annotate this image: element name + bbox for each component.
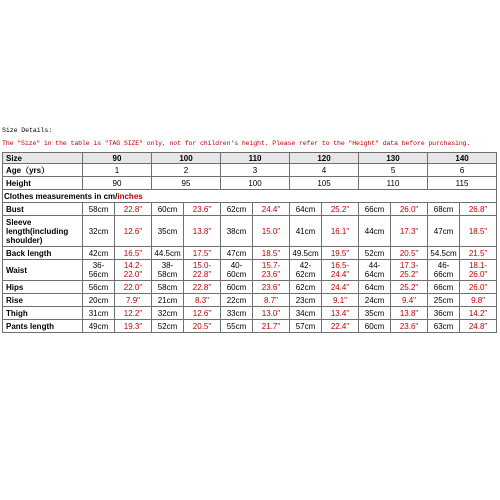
measurement-label: Bust xyxy=(3,203,83,216)
inch-value: 15.7-23.6" xyxy=(253,260,290,281)
age-cell: 5 xyxy=(359,164,428,177)
size-header-cell: 140 xyxy=(428,153,497,164)
cm-value: 22cm xyxy=(221,294,253,307)
inch-value: 22.8" xyxy=(115,203,152,216)
cm-value: 58cm xyxy=(83,203,115,216)
measurement-row xyxy=(3,307,497,320)
cm-value: 34cm xyxy=(290,307,322,320)
inch-value: 9.8" xyxy=(460,294,497,307)
cm-value: 25cm xyxy=(428,294,460,307)
inch-value: 20.5" xyxy=(391,247,428,260)
cm-value: 68cm xyxy=(428,203,460,216)
cm-value: 60cm xyxy=(221,281,253,294)
cm-value: 36cm xyxy=(428,307,460,320)
cm-value: 40-60cm xyxy=(221,260,253,281)
size-table xyxy=(2,152,497,333)
age-row xyxy=(3,164,497,177)
cm-value: 57cm xyxy=(290,320,322,333)
cm-value: 38cm xyxy=(221,216,253,247)
cm-value: 62cm xyxy=(290,281,322,294)
size-details-title: Size Details: xyxy=(2,127,53,134)
height-row xyxy=(3,177,497,190)
age-cell: 4 xyxy=(290,164,359,177)
inch-value: 15.0-22.8" xyxy=(184,260,221,281)
cm-value: 62cm xyxy=(221,203,253,216)
measurement-label: Back length xyxy=(3,247,83,260)
inch-value: 25.2" xyxy=(391,281,428,294)
cm-value: 49cm xyxy=(83,320,115,333)
inch-value: 16.5" xyxy=(115,247,152,260)
inch-value: 26.0" xyxy=(391,203,428,216)
inch-value: 21.5" xyxy=(460,247,497,260)
cm-value: 47cm xyxy=(428,216,460,247)
inch-value: 17.3" xyxy=(391,216,428,247)
size-header-cell: 120 xyxy=(290,153,359,164)
measurement-label: Sleeve length(including shoulder) xyxy=(3,216,83,247)
inch-value: 8.7" xyxy=(253,294,290,307)
height-cell: 90 xyxy=(83,177,152,190)
measurement-row xyxy=(3,260,497,281)
size-header-cell: 90 xyxy=(83,153,152,164)
section-heading xyxy=(3,190,497,203)
cm-value: 52cm xyxy=(359,247,391,260)
cm-value: 32cm xyxy=(83,216,115,247)
inch-value: 18.1-26.0" xyxy=(460,260,497,281)
measurement-label: Waist xyxy=(3,260,83,281)
cm-value: 52cm xyxy=(152,320,184,333)
height-cell: 115 xyxy=(428,177,497,190)
cm-value: 63cm xyxy=(428,320,460,333)
inch-value: 21.7" xyxy=(253,320,290,333)
cm-value: 55cm xyxy=(221,320,253,333)
inch-value: 23.6" xyxy=(184,203,221,216)
height-cell: 95 xyxy=(152,177,221,190)
cm-value: 42-62cm xyxy=(290,260,322,281)
inch-value: 17.3-25.2" xyxy=(391,260,428,281)
inch-value: 18.5" xyxy=(460,216,497,247)
cm-value: 44cm xyxy=(359,216,391,247)
section-suffix: inches xyxy=(117,191,143,201)
inch-value: 9.1" xyxy=(322,294,359,307)
height-cell: 110 xyxy=(359,177,428,190)
cm-value: 20cm xyxy=(83,294,115,307)
inch-value: 13.8" xyxy=(184,216,221,247)
inch-value: 7.9" xyxy=(115,294,152,307)
cm-value: 38-58cm xyxy=(152,260,184,281)
measurement-label: Thigh xyxy=(3,307,83,320)
inch-value: 23.6" xyxy=(391,320,428,333)
size-header-row xyxy=(3,153,497,164)
inch-value: 12.6" xyxy=(184,307,221,320)
cm-value: 56cm xyxy=(83,281,115,294)
inch-value: 12.6" xyxy=(115,216,152,247)
inch-value: 22.8" xyxy=(184,281,221,294)
inch-value: 9.4" xyxy=(391,294,428,307)
inch-value: 19.3" xyxy=(115,320,152,333)
inch-value: 8.3" xyxy=(184,294,221,307)
cm-value: 23cm xyxy=(290,294,322,307)
measurement-label: Hips xyxy=(3,281,83,294)
age-cell: 3 xyxy=(221,164,290,177)
cm-value: 49.5cm xyxy=(290,247,322,260)
age-cell: 2 xyxy=(152,164,221,177)
inch-value: 22.4" xyxy=(322,320,359,333)
size-header-label: Size xyxy=(3,153,83,164)
inch-value: 14.2" xyxy=(460,307,497,320)
measurement-row xyxy=(3,281,497,294)
size-header-cell: 100 xyxy=(152,153,221,164)
inch-value: 16.5-24.4" xyxy=(322,260,359,281)
inch-value: 24.8" xyxy=(460,320,497,333)
height-cell: 100 xyxy=(221,177,290,190)
measurement-row xyxy=(3,216,497,247)
measurement-row xyxy=(3,247,497,260)
inch-value: 17.5" xyxy=(184,247,221,260)
inch-value: 26.8" xyxy=(460,203,497,216)
inch-value: 16.1" xyxy=(322,216,359,247)
inch-value: 13.0" xyxy=(253,307,290,320)
measurement-row xyxy=(3,320,497,333)
height-label: Height xyxy=(3,177,83,190)
cm-value: 41cm xyxy=(290,216,322,247)
cm-value: 44.5cm xyxy=(152,247,184,260)
cm-value: 33cm xyxy=(221,307,253,320)
cm-value: 21cm xyxy=(152,294,184,307)
cm-value: 60cm xyxy=(152,203,184,216)
size-header-cell: 130 xyxy=(359,153,428,164)
cm-value: 24cm xyxy=(359,294,391,307)
cm-value: 64cm xyxy=(290,203,322,216)
measurement-row xyxy=(3,294,497,307)
inch-value: 23.6" xyxy=(253,281,290,294)
size-note: The "Size" in the table is "TAG SIZE" only, not for children's height. Please refer to the "Height" data before purchasing. xyxy=(2,140,471,147)
inch-value: 20.5" xyxy=(184,320,221,333)
height-cell: 105 xyxy=(290,177,359,190)
inch-value: 22.0" xyxy=(115,281,152,294)
inch-value: 26.0" xyxy=(460,281,497,294)
inch-value: 13.4" xyxy=(322,307,359,320)
cm-value: 31cm xyxy=(83,307,115,320)
cm-value: 42cm xyxy=(83,247,115,260)
measurement-label: Pants length xyxy=(3,320,83,333)
age-cell: 1 xyxy=(83,164,152,177)
inch-value: 19.5" xyxy=(322,247,359,260)
age-cell: 6 xyxy=(428,164,497,177)
cm-value: 36-56cm xyxy=(83,260,115,281)
inch-value: 25.2" xyxy=(322,203,359,216)
inch-value: 13.8" xyxy=(391,307,428,320)
cm-value: 54.5cm xyxy=(428,247,460,260)
measurement-row xyxy=(3,203,497,216)
inch-value: 15.0" xyxy=(253,216,290,247)
cm-value: 44-64cm xyxy=(359,260,391,281)
inch-value: 12.2" xyxy=(115,307,152,320)
cm-value: 66cm xyxy=(359,203,391,216)
inch-value: 18.5" xyxy=(253,247,290,260)
age-label: Age（yrs） xyxy=(3,164,83,177)
cm-value: 35cm xyxy=(152,216,184,247)
cm-value: 47cm xyxy=(221,247,253,260)
cm-value: 46-66cm xyxy=(428,260,460,281)
inch-value: 24.4" xyxy=(253,203,290,216)
cm-value: 60cm xyxy=(359,320,391,333)
measurement-label: Rise xyxy=(3,294,83,307)
section-row xyxy=(3,190,497,203)
inch-value: 14.2-22.0" xyxy=(115,260,152,281)
cm-value: 64cm xyxy=(359,281,391,294)
cm-value: 32cm xyxy=(152,307,184,320)
cm-value: 35cm xyxy=(359,307,391,320)
cm-value: 58cm xyxy=(152,281,184,294)
section-prefix: Clothes measurements in cm/ xyxy=(4,191,118,201)
size-header-cell: 110 xyxy=(221,153,290,164)
inch-value: 24.4" xyxy=(322,281,359,294)
cm-value: 66cm xyxy=(428,281,460,294)
